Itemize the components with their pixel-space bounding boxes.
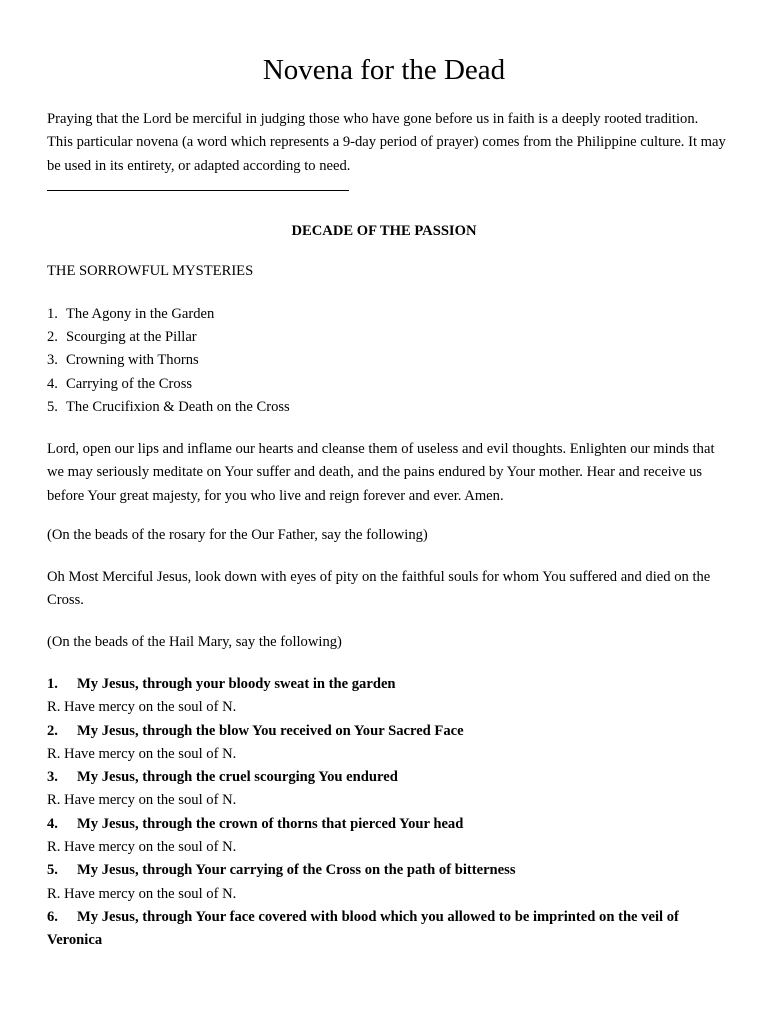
invocation-list bbox=[47, 673, 727, 953]
invocation-text: My Jesus, through the blow You received on Your Sacred Face bbox=[77, 722, 464, 739]
response-line: R. Have mercy on the soul of N. bbox=[47, 792, 237, 809]
invocation-number: 4. bbox=[47, 815, 58, 832]
invocation-text: My Jesus, through the cruel scourging You endured bbox=[77, 769, 398, 786]
intro-paragraph: Praying that the Lord be merciful in judging those who have gone before us in faith is a deeply rooted tradition. This particular novena (a word which represents a 9-day period of prayer) comes from the Philippine culture. It may be used in its entirety, or adapted according to need. bbox=[47, 111, 726, 174]
our-father-prayer: Oh Most Merciful Jesus, look down with eyes of pity on the faithful souls for whom You suffered and died on the Cross. bbox=[47, 569, 711, 609]
invocation-item bbox=[47, 673, 727, 720]
mysteries-list bbox=[47, 303, 727, 419]
list-item-number: 5. bbox=[47, 398, 58, 415]
invocation-number: 6. bbox=[47, 908, 58, 925]
invocation-number: 3. bbox=[47, 769, 58, 786]
section-heading: DECADE OF THE PASSION bbox=[291, 223, 477, 239]
invocation-text: My Jesus, through your bloody sweat in the garden bbox=[77, 676, 396, 692]
list-item bbox=[47, 326, 727, 349]
hail-mary-instruction: (On the beads of the Hail Mary, say the following) bbox=[47, 634, 342, 650]
list-item-text: Carrying of the Cross bbox=[66, 375, 193, 392]
invocation-line bbox=[47, 906, 727, 953]
invocation-item bbox=[47, 813, 727, 860]
list-item bbox=[47, 373, 727, 396]
invocation-line bbox=[47, 859, 727, 882]
list-item-text: Crowning with Thorns bbox=[66, 352, 199, 369]
invocation-item bbox=[47, 766, 727, 813]
invocation-number: 2. bbox=[47, 722, 58, 739]
invocation-item bbox=[47, 859, 727, 906]
invocation-line bbox=[47, 813, 727, 836]
invocation-item bbox=[47, 906, 727, 953]
opening-prayer: Lord, open our lips and inflame our hearts and cleanse them of useless and evil thoughts. Enlighten our minds that we may seriously meditate on Your suffer and death, and the pains endured by Your mother. Hear and receive us before Your great majesty, for you who live and reign forever and ever. Amen. bbox=[47, 441, 715, 504]
list-item-text: The Crucifixion & Death on the Cross bbox=[66, 398, 290, 415]
invocation-line bbox=[47, 720, 727, 743]
invocation-number: 5. bbox=[47, 862, 58, 879]
list-item bbox=[47, 396, 727, 419]
list-item-number: 1. bbox=[47, 306, 58, 322]
list-item bbox=[47, 349, 727, 372]
invocation-text: My Jesus, through the crown of thorns that pierced Your head bbox=[77, 815, 464, 832]
horizontal-rule bbox=[47, 190, 349, 191]
invocation-line bbox=[47, 673, 727, 696]
our-father-instruction: (On the beads of the rosary for the Our Father, say the following) bbox=[47, 527, 428, 543]
list-item-text: Scourging at the Pillar bbox=[66, 329, 197, 346]
invocation-text: My Jesus, through Your carrying of the Cross on the path of bitterness bbox=[77, 862, 516, 879]
response-line: R. Have mercy on the soul of N. bbox=[47, 885, 237, 902]
list-item-number: 3. bbox=[47, 352, 58, 369]
invocation-line bbox=[47, 766, 727, 789]
response-line: R. Have mercy on the soul of N. bbox=[47, 699, 237, 716]
mysteries-subheading: THE SORROWFUL MYSTERIES bbox=[47, 263, 254, 279]
list-item bbox=[47, 303, 727, 326]
response-line: R. Have mercy on the soul of N. bbox=[47, 745, 237, 762]
list-item-number: 4. bbox=[47, 375, 58, 392]
invocation-number: 1. bbox=[47, 676, 58, 692]
page-title: Novena for the Dead bbox=[262, 54, 506, 86]
invocation-text: My Jesus, through Your face covered with blood which you allowed to be imprinted on the veil of Veronica bbox=[47, 908, 679, 949]
invocation-item bbox=[47, 720, 727, 767]
response-line: R. Have mercy on the soul of N. bbox=[47, 839, 237, 856]
list-item-text: The Agony in the Garden bbox=[66, 306, 215, 322]
list-item-number: 2. bbox=[47, 329, 58, 346]
